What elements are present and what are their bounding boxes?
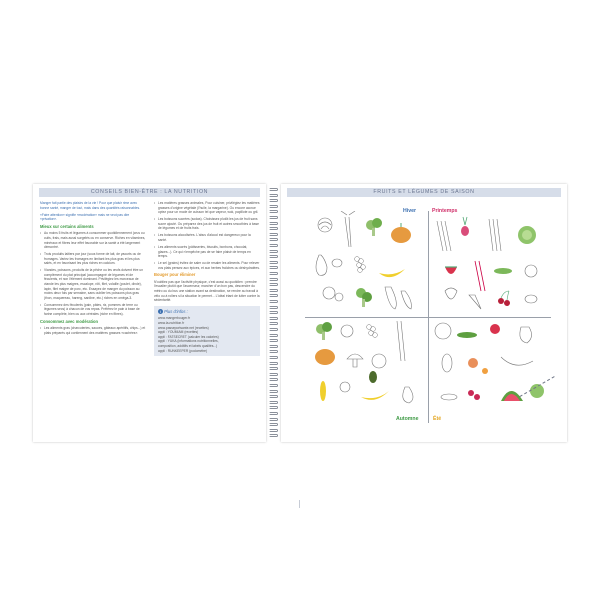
- spiral-ring: [269, 362, 278, 365]
- label-automne: Automne: [396, 416, 419, 422]
- spiral-ring: [269, 356, 278, 359]
- spiral-ring: [269, 390, 278, 393]
- spiral-ring: [269, 412, 278, 415]
- bullet-matieres-grasses: • Les matières grasses animales, Pour cuisiner, privilégiez les matières grasses d'origine végétale (l'huile, la margarine). Ou encore accrue optez pour un mode de cuisson tel que vapeur, wok, papillote ou gril.: [154, 201, 260, 215]
- peach-icon: [468, 358, 478, 368]
- spiral-ring: [269, 328, 278, 331]
- info-line: appli : FATSECRET (calculer les calories): [158, 334, 219, 339]
- info-line: composition, additifs et labels qualités...): [158, 344, 218, 348]
- cabbage-icon-2: [372, 354, 386, 368]
- spiral-ring: [269, 244, 278, 247]
- corn-icon: [320, 381, 326, 401]
- spiral-ring: [269, 233, 278, 236]
- broccoli-icon-3: [316, 322, 332, 340]
- intro-text: Manger fait partie des plaisirs de la vie ! Pour que plaisir rime avec bonne santé, manger de tout, mais dans des quantités raisonnables.: [40, 201, 141, 210]
- cherry-icon: [498, 291, 510, 306]
- chestnut-icon: [340, 382, 350, 392]
- info-line: appli : RUNKEEPER (podomètre): [158, 348, 208, 353]
- spiral-ring: [269, 266, 278, 269]
- rhubarb-icon: [475, 261, 485, 291]
- avocado-icon: [369, 371, 377, 383]
- celery-icon: [437, 221, 451, 251]
- radish-icon: [461, 217, 469, 236]
- apple-icon: [341, 325, 353, 337]
- info-line: appli : YOUMIAM (recettes): [158, 330, 199, 335]
- spiral-ring: [269, 418, 278, 421]
- strawberry-icon: [445, 267, 457, 274]
- bullet-produits-laitiers: • Trois produits laitiers par jour (sous forme de lait, de yaourts ou de fromages. Variez les fromages en limitant les plus gras et les plus salés, et en favorisant les plus riches en calcium.: [40, 252, 147, 266]
- spiral-ring: [269, 250, 278, 253]
- spiral-ring: [269, 334, 278, 337]
- label-printemps: Printemps: [432, 208, 458, 214]
- left-page: [33, 184, 266, 442]
- orange-icon: [323, 287, 343, 301]
- endive-icon: [385, 287, 411, 309]
- bullet-aliments-sucres: • Les aliments sucrés (pâtisseries, biscuits, bonbons, chocolat, glaces...). Ce qui n'empêche pas de se faire plaisir de temps en temps.: [154, 245, 260, 259]
- cabbage-icon: [318, 218, 332, 232]
- spiral-binding: [269, 184, 278, 442]
- season-grid: [305, 208, 551, 423]
- spiral-ring: [269, 395, 278, 398]
- spiral-ring: [269, 339, 278, 342]
- spiral-ring: [269, 205, 278, 208]
- broccoli-icon: [366, 218, 382, 236]
- pumpkin-icon: [391, 223, 411, 243]
- spiral-ring: [269, 199, 278, 202]
- mushroom-icon: [347, 354, 363, 367]
- left-column: [40, 201, 147, 338]
- spiral-ring: [269, 210, 278, 213]
- banana-icon-2: [361, 391, 389, 400]
- label-ete: Été: [433, 416, 442, 422]
- left-page-header: CONSEILS BIEN-ÊTRE : LA NUTRITION: [39, 188, 260, 197]
- banana-icon: [379, 269, 405, 277]
- bean-icon: [501, 357, 533, 365]
- pear-icon: [316, 255, 327, 275]
- spiral-ring: [269, 367, 278, 370]
- grapes-icon: [355, 257, 366, 273]
- produce-illustrations: [305, 211, 551, 423]
- label-hiver: Hiver: [403, 208, 416, 214]
- kiwi-icon: [332, 259, 342, 267]
- leek-icon: [341, 211, 355, 247]
- spiral-ring: [269, 227, 278, 230]
- spinach-icon: [525, 295, 537, 303]
- spiral-ring: [269, 434, 278, 437]
- spiral-ring: [269, 401, 278, 404]
- eggplant-icon: [442, 354, 452, 372]
- spiral-ring: [269, 216, 278, 219]
- carrot-icon: [469, 295, 481, 309]
- bullet-boissons-alcoolisees: • Les boissons alcoolisées. L'abus d'alcool est dangereux pour la santé.: [154, 233, 260, 242]
- open-planner-spread: [33, 184, 567, 444]
- bullet-sel: • Le sel (grains) évitez de saler ou de resaler les aliments. Pour relever vos plats pensez aux épices, et aux herbes fraîches ou déshydratées.: [154, 261, 260, 270]
- heading-bouger: Bouger pour éliminer: [154, 272, 196, 278]
- spiral-ring: [269, 322, 278, 325]
- spiral-ring: [269, 278, 278, 281]
- page-bottom-mark: [299, 500, 300, 508]
- spiral-ring: [269, 350, 278, 353]
- spiral-ring: [269, 429, 278, 432]
- bullet-boissons-sucrees: • Les boissons sucrées (sodas). Choisissez plutôt les jus de fruit sans sucre ajouté. Ou préparez des jus de fruit et autres smoothies à base de légumes et de fruits frais.: [154, 217, 260, 231]
- info-box-title: [158, 309, 256, 315]
- info-line: www.passeportsante.net (recettes): [158, 325, 209, 330]
- spiral-ring: [269, 289, 278, 292]
- apricot-icon: [482, 368, 488, 374]
- spiral-ring: [269, 283, 278, 286]
- pea-icon: [494, 268, 512, 274]
- spiral-ring: [269, 306, 278, 309]
- right-column: [154, 201, 260, 356]
- info-line: www.mangerbouger.fr: [158, 316, 191, 321]
- heading-mieux: Mieux sur certains aliments: [40, 223, 94, 229]
- spiral-ring: [269, 345, 278, 348]
- bullet-viandes: • Viandes, poissons, produits de la pêche ou les œufs doivent être un complément du plat principal (accompagné de légumes et de féculents, et non l'élément dominant. Privilégiez les morceaux de viande les plus maigres, escalope, rôti, filet, volaille (poulet, dinde), lapin, filet maigre de porc, etc. Essayez de manger du poisson au moins deux fois par semaine, sans oublier les poissons plus gras (thon, maquereau, hareng, sardine, etc.) riches en oméga-3.: [40, 268, 147, 300]
- spiral-ring: [269, 255, 278, 258]
- onion-icon: [525, 265, 537, 277]
- spiral-ring: [269, 294, 278, 297]
- pepper-icon: [520, 327, 532, 343]
- intro-text-2: «Faire attention» signifie «modération» mais ne veut pas dire «privation».: [40, 212, 130, 222]
- heading-moderation: Consommez avec modération: [40, 318, 99, 324]
- fig-icon: [403, 387, 413, 403]
- cucumber-icon: [441, 394, 457, 400]
- spiral-ring: [269, 238, 278, 241]
- right-page: [281, 184, 567, 442]
- info-title-text: Plus d'infos :: [164, 308, 188, 314]
- info-box: [154, 306, 260, 356]
- spiral-ring: [269, 423, 278, 426]
- spiral-ring: [269, 300, 278, 303]
- spiral-ring: [269, 373, 278, 376]
- bullet-feculents: • Consommez des féculents (pain, pâtes, riz, pommes de terre ou légumes secs) à chacun de vos repas. Préférez le pain à base de farine complète, bien ou aux céréales (riche en fibres).: [40, 303, 147, 317]
- leek-icon-2: [397, 321, 405, 361]
- broccoli-icon-2: [356, 288, 372, 307]
- right-page-header: FRUITS ET LÉGUMES DE SAISON: [287, 188, 561, 197]
- asparagus-icon: [489, 219, 501, 251]
- info-line: www.la-nutrition.fr: [158, 321, 185, 326]
- bullet-aliments-gras: • Les aliments gras (charcuteries, sauces, gâteaux apéritifs, chips...) et plats préparés qui contiennent des matières grasses «cachées».: [40, 326, 147, 335]
- spiral-ring: [269, 384, 278, 387]
- pumpkin-icon-2: [315, 349, 335, 365]
- raspberry-icon: [468, 390, 480, 400]
- spiral-ring: [269, 194, 278, 197]
- melon-icon: [435, 323, 451, 339]
- spiral-ring: [269, 311, 278, 314]
- lettuce-icon: [518, 226, 536, 244]
- spiral-ring: [269, 378, 278, 381]
- spiral-ring: [269, 272, 278, 275]
- info-icon: i: [158, 309, 163, 314]
- spiral-ring: [269, 317, 278, 320]
- tomato-icon: [490, 324, 500, 334]
- zucchini-icon: [457, 332, 477, 338]
- bullet-fruits-legumes: • Au moins 5 fruits et légumes à consommer quotidiennement (crus ou cuits, frais, mais aussi surgelés ou en conserve. Riches en vitamines, minéraux et fibres leur effet favorable sur la santé a été largement démontré.: [40, 231, 147, 249]
- artichoke-icon: [445, 288, 457, 299]
- spiral-ring: [269, 222, 278, 225]
- spiral-ring: [269, 188, 278, 191]
- bouger-text: N'oubliez pas que l'activité physique, c'est aussi au quotidien : prendre l'escalier plutôt que l'ascenseur, marcher d'un bon pas, descendre du métro ou du bus une station avant sa destination, se rendre au travail à vélo ou à rollers si la situation le permet... L'idéal étant de lutter contre la sédentarité.: [154, 279, 260, 303]
- grapes-icon-2: [367, 325, 378, 338]
- spiral-ring: [269, 261, 278, 264]
- spiral-ring: [269, 406, 278, 409]
- info-line: appli : YUKA (informations nutritionnelles,: [158, 339, 219, 344]
